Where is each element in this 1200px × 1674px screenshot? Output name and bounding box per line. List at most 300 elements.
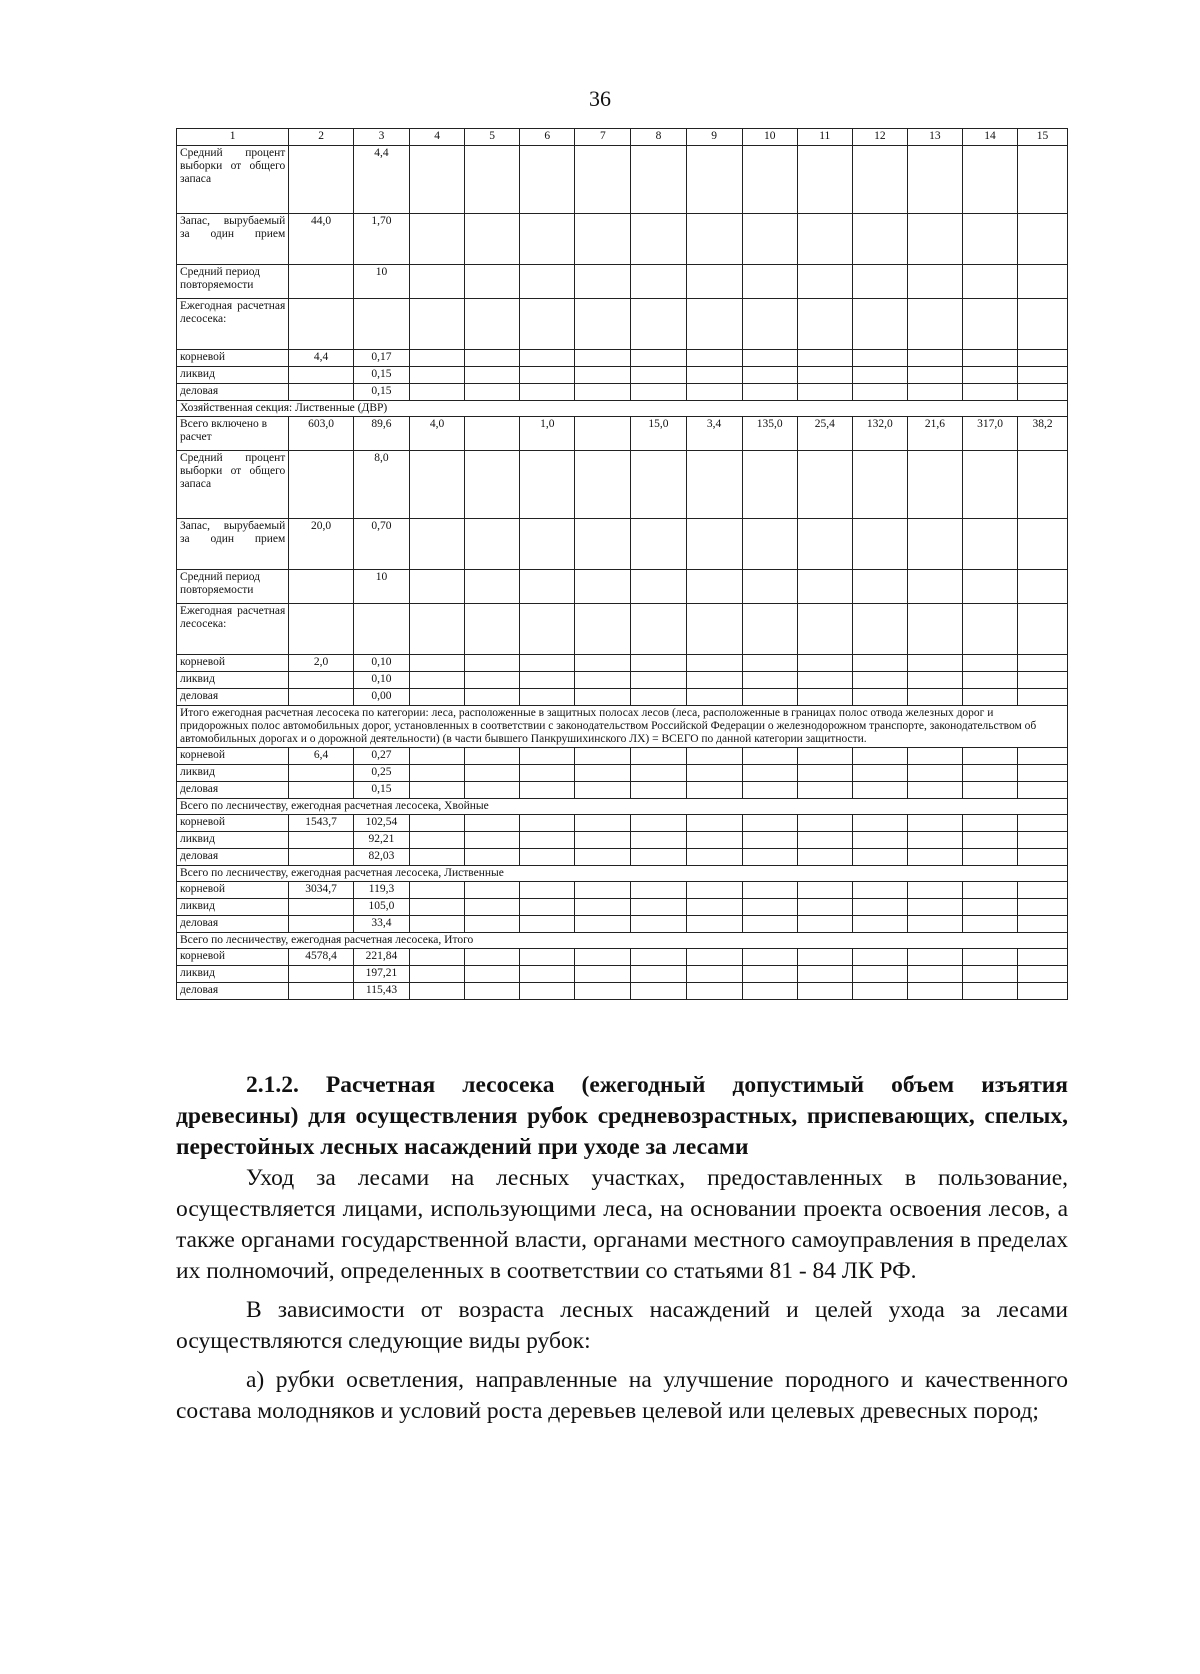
table-cell — [907, 916, 962, 933]
table-cell — [962, 782, 1017, 799]
table-cell — [686, 748, 742, 765]
row-label: корневой — [177, 655, 289, 672]
table-cell — [289, 299, 354, 350]
header-cell: 13 — [907, 129, 962, 146]
table-cell — [575, 765, 631, 782]
table-cell — [575, 265, 631, 299]
table-cell — [289, 146, 354, 214]
table-cell — [962, 882, 1017, 899]
table-row — [177, 350, 1068, 367]
table-cell — [907, 815, 962, 832]
table-cell — [410, 146, 465, 214]
table-cell — [852, 451, 907, 519]
table-cell — [520, 966, 575, 983]
table-cell — [1018, 570, 1068, 604]
table-cell — [410, 949, 465, 966]
table-cell — [575, 672, 631, 689]
table-row — [177, 949, 1068, 966]
table-cell — [465, 832, 520, 849]
table-cell — [852, 384, 907, 401]
table-row — [177, 815, 1068, 832]
table-cell — [907, 451, 962, 519]
table-cell — [631, 966, 686, 983]
table-cell — [631, 983, 686, 1000]
table-cell — [907, 832, 962, 849]
table-cell — [742, 815, 797, 832]
table-cell — [465, 916, 520, 933]
table-cell — [465, 765, 520, 782]
table-cell — [1018, 451, 1068, 519]
table-cell — [465, 299, 520, 350]
table-cell — [289, 983, 354, 1000]
table-cell: 115,43 — [353, 983, 409, 1000]
table-row — [177, 765, 1068, 782]
table-row — [177, 299, 1068, 350]
header-cell: 2 — [289, 129, 354, 146]
table-cell — [410, 765, 465, 782]
table-cell — [742, 299, 797, 350]
table-cell — [520, 949, 575, 966]
table-cell — [742, 983, 797, 1000]
table-cell — [742, 916, 797, 933]
table-cell: 0,15 — [353, 367, 409, 384]
table-cell — [962, 899, 1017, 916]
table-cell — [907, 519, 962, 570]
table-cell — [686, 689, 742, 706]
table-cell — [410, 832, 465, 849]
table-cell — [797, 832, 852, 849]
table-cell — [852, 765, 907, 782]
table-cell — [797, 655, 852, 672]
table-cell — [742, 451, 797, 519]
table-cell: 197,21 — [353, 966, 409, 983]
section-row — [177, 401, 1068, 417]
table-cell — [520, 350, 575, 367]
table-cell — [410, 815, 465, 832]
row-label: корневой — [177, 350, 289, 367]
table-cell — [1018, 146, 1068, 214]
table-cell — [410, 367, 465, 384]
table-cell — [962, 672, 1017, 689]
table-cell — [852, 832, 907, 849]
table-cell — [742, 570, 797, 604]
table-cell — [1018, 916, 1068, 933]
table-cell — [1018, 350, 1068, 367]
page-number: 36 — [589, 86, 611, 111]
table-cell: 0,25 — [353, 765, 409, 782]
table-cell: 2,0 — [289, 655, 354, 672]
table-cell — [520, 782, 575, 799]
table-cell — [742, 748, 797, 765]
table-cell — [962, 604, 1017, 655]
table-cell — [410, 384, 465, 401]
row-label: ликвид — [177, 367, 289, 384]
table-cell: 8,0 — [353, 451, 409, 519]
table-cell — [520, 570, 575, 604]
table-cell — [742, 966, 797, 983]
table-header-row — [177, 129, 1068, 146]
table-cell — [289, 570, 354, 604]
table-cell — [631, 899, 686, 916]
row-label: Средний период повторяемости — [177, 265, 289, 299]
table-cell — [520, 299, 575, 350]
row-label: деловая — [177, 384, 289, 401]
table-cell — [575, 214, 631, 265]
table-cell: 1,70 — [353, 214, 409, 265]
table-cell — [1018, 672, 1068, 689]
table-cell — [962, 966, 1017, 983]
table-cell — [575, 916, 631, 933]
table-cell — [907, 214, 962, 265]
paragraph: В зависимости от возраста лесных насаждений и целей ухода за лесами осуществляются следующие виды рубок: — [176, 1297, 1068, 1354]
table-cell — [962, 299, 1017, 350]
table-row — [177, 570, 1068, 604]
table-cell — [962, 748, 1017, 765]
row-label: Всего включено в расчет — [177, 417, 289, 451]
table-cell — [742, 519, 797, 570]
table-cell — [410, 519, 465, 570]
row-label: деловая — [177, 916, 289, 933]
table-cell — [742, 350, 797, 367]
table-cell: 603,0 — [289, 417, 354, 451]
table-cell — [962, 350, 1017, 367]
header-cell: 9 — [686, 129, 742, 146]
table-cell — [962, 214, 1017, 265]
table-cell — [907, 748, 962, 765]
table-cell — [742, 146, 797, 214]
table-cell — [907, 782, 962, 799]
table-cell — [797, 265, 852, 299]
table-row — [177, 832, 1068, 849]
table-cell — [852, 849, 907, 866]
table-cell — [962, 451, 1017, 519]
table-cell — [575, 882, 631, 899]
table-cell — [465, 815, 520, 832]
table-cell: 0,00 — [353, 689, 409, 706]
table-cell — [465, 350, 520, 367]
row-label: Запас, вырубаемый за один прием — [177, 519, 289, 570]
table-cell: 221,84 — [353, 949, 409, 966]
table-cell — [575, 451, 631, 519]
section-row — [177, 799, 1068, 815]
table-row — [177, 849, 1068, 866]
table-row — [177, 604, 1068, 655]
table-row — [177, 899, 1068, 916]
table-cell — [575, 570, 631, 604]
table-cell — [410, 570, 465, 604]
table-cell — [520, 265, 575, 299]
table-cell — [852, 815, 907, 832]
table-cell — [410, 451, 465, 519]
row-label: ликвид — [177, 765, 289, 782]
header-cell: 4 — [410, 129, 465, 146]
table-cell — [410, 350, 465, 367]
table-cell: 3034,7 — [289, 882, 354, 899]
table-cell — [410, 299, 465, 350]
table-cell — [289, 899, 354, 916]
table-cell — [686, 882, 742, 899]
table-cell: 10 — [353, 570, 409, 604]
table-cell: 1543,7 — [289, 815, 354, 832]
table-cell — [465, 265, 520, 299]
table-cell — [465, 689, 520, 706]
table-cell — [797, 849, 852, 866]
table-cell — [289, 604, 354, 655]
table-cell — [465, 949, 520, 966]
table-cell — [520, 689, 575, 706]
table-cell — [1018, 519, 1068, 570]
table-cell — [631, 570, 686, 604]
table-cell — [852, 519, 907, 570]
table-cell — [631, 146, 686, 214]
table-cell — [353, 604, 409, 655]
table-cell — [575, 384, 631, 401]
header-cell: 7 — [575, 129, 631, 146]
table-cell — [520, 849, 575, 866]
table-cell — [742, 899, 797, 916]
table-cell: 135,0 — [742, 417, 797, 451]
table-cell — [465, 748, 520, 765]
table-cell — [1018, 384, 1068, 401]
table-cell — [520, 146, 575, 214]
table-cell — [686, 367, 742, 384]
table-row — [177, 451, 1068, 519]
table-cell — [631, 882, 686, 899]
row-label: корневой — [177, 949, 289, 966]
table-cell — [686, 350, 742, 367]
table-cell — [520, 519, 575, 570]
table-cell — [797, 672, 852, 689]
table-cell — [907, 899, 962, 916]
table-cell — [742, 832, 797, 849]
table-cell — [631, 350, 686, 367]
table-cell: 89,6 — [353, 417, 409, 451]
table-cell — [797, 949, 852, 966]
table-cell — [962, 570, 1017, 604]
table-cell — [1018, 782, 1068, 799]
table-cell — [907, 765, 962, 782]
header-cell: 6 — [520, 129, 575, 146]
table-cell — [520, 765, 575, 782]
table-cell — [575, 350, 631, 367]
table-cell — [742, 604, 797, 655]
table-cell — [289, 367, 354, 384]
table-cell — [797, 966, 852, 983]
table-cell — [797, 604, 852, 655]
header-cell: 15 — [1018, 129, 1068, 146]
table-cell: 4,4 — [353, 146, 409, 214]
section-row — [177, 933, 1068, 949]
table-cell — [686, 983, 742, 1000]
table-cell — [742, 384, 797, 401]
table-cell: 44,0 — [289, 214, 354, 265]
table-cell — [797, 146, 852, 214]
table-cell — [1018, 367, 1068, 384]
table-cell — [1018, 748, 1068, 765]
table-cell — [852, 949, 907, 966]
table-cell — [907, 689, 962, 706]
table-cell — [575, 949, 631, 966]
table-cell — [852, 299, 907, 350]
table-cell — [631, 832, 686, 849]
table-cell — [962, 367, 1017, 384]
table-cell — [686, 949, 742, 966]
table-cell — [852, 916, 907, 933]
table-cell — [686, 570, 742, 604]
table-cell — [742, 765, 797, 782]
table-cell — [797, 384, 852, 401]
table-cell — [852, 882, 907, 899]
table-cell — [1018, 882, 1068, 899]
table-cell: 317,0 — [962, 417, 1017, 451]
table-cell: 119,3 — [353, 882, 409, 899]
table-cell — [852, 655, 907, 672]
table-cell — [289, 916, 354, 933]
table-cell — [852, 570, 907, 604]
table-cell — [852, 265, 907, 299]
table-cell — [520, 899, 575, 916]
table-cell — [1018, 966, 1068, 983]
section-row-text: Всего по лесничеству, ежегодная расчетная лесосека, Итого — [177, 933, 1068, 949]
table-cell — [686, 765, 742, 782]
table-cell — [575, 849, 631, 866]
table-row — [177, 689, 1068, 706]
row-label: корневой — [177, 748, 289, 765]
table-cell — [686, 451, 742, 519]
table-cell — [575, 604, 631, 655]
table-cell — [742, 367, 797, 384]
table-cell — [962, 384, 1017, 401]
table-cell — [852, 689, 907, 706]
table-cell — [852, 214, 907, 265]
table-cell — [742, 782, 797, 799]
table-cell — [410, 672, 465, 689]
table-cell — [907, 350, 962, 367]
section-row-text: Всего по лесничеству, ежегодная расчетная лесосека, Хвойные — [177, 799, 1068, 815]
table-cell — [686, 146, 742, 214]
table-cell — [465, 882, 520, 899]
table-cell — [465, 570, 520, 604]
table-cell — [520, 882, 575, 899]
table-cell — [797, 519, 852, 570]
section-row — [177, 706, 1068, 748]
section-row — [177, 866, 1068, 882]
table-cell: 0,10 — [353, 655, 409, 672]
table-cell — [1018, 949, 1068, 966]
table-cell — [797, 916, 852, 933]
table-cell — [289, 265, 354, 299]
table-cell — [742, 689, 797, 706]
table-cell: 0,10 — [353, 672, 409, 689]
table-cell — [852, 350, 907, 367]
table-cell — [686, 265, 742, 299]
table-cell — [907, 949, 962, 966]
table-cell — [465, 899, 520, 916]
table-cell — [907, 604, 962, 655]
table-cell — [797, 350, 852, 367]
table-cell: 0,15 — [353, 384, 409, 401]
table-cell — [852, 748, 907, 765]
table-cell: 6,4 — [289, 748, 354, 765]
table-cell — [520, 748, 575, 765]
table-cell — [465, 417, 520, 451]
table-cell — [686, 604, 742, 655]
table-cell — [852, 782, 907, 799]
header-cell: 3 — [353, 129, 409, 146]
table-cell — [962, 146, 1017, 214]
table-row — [177, 782, 1068, 799]
table-cell — [962, 265, 1017, 299]
table-cell — [1018, 265, 1068, 299]
table-cell — [962, 815, 1017, 832]
table-cell — [852, 367, 907, 384]
table-cell — [686, 832, 742, 849]
table-cell — [465, 146, 520, 214]
table-cell — [1018, 849, 1068, 866]
table-cell — [742, 655, 797, 672]
table-cell: 0,70 — [353, 519, 409, 570]
table-cell — [575, 519, 631, 570]
table-row — [177, 983, 1068, 1000]
row-label: Ежегодная расчетная лесосека: — [177, 604, 289, 655]
table-cell — [1018, 899, 1068, 916]
row-label: деловая — [177, 782, 289, 799]
table-cell — [575, 146, 631, 214]
table-row — [177, 384, 1068, 401]
table-cell — [797, 815, 852, 832]
table-cell — [686, 672, 742, 689]
table-cell — [289, 689, 354, 706]
table-cell — [410, 916, 465, 933]
table-cell — [575, 815, 631, 832]
table-cell — [907, 655, 962, 672]
header-cell: 1 — [177, 129, 289, 146]
table-cell — [631, 265, 686, 299]
table-cell — [465, 782, 520, 799]
table-cell — [465, 849, 520, 866]
table-row — [177, 966, 1068, 983]
table-cell — [520, 384, 575, 401]
table-cell — [520, 367, 575, 384]
table-cell — [631, 214, 686, 265]
table-body — [177, 129, 1068, 1000]
table-cell — [907, 146, 962, 214]
table-cell: 25,4 — [797, 417, 852, 451]
table-cell — [520, 815, 575, 832]
table-cell — [575, 655, 631, 672]
table-cell — [575, 689, 631, 706]
table-cell — [289, 451, 354, 519]
table-cell — [465, 367, 520, 384]
table-cell — [962, 949, 1017, 966]
table-row — [177, 748, 1068, 765]
table-cell: 92,21 — [353, 832, 409, 849]
table-cell — [962, 765, 1017, 782]
table-cell: 0,27 — [353, 748, 409, 765]
table-cell — [289, 849, 354, 866]
table-cell — [631, 299, 686, 350]
table-cell — [410, 849, 465, 866]
table-cell — [907, 966, 962, 983]
table-cell — [289, 832, 354, 849]
table-cell — [520, 214, 575, 265]
table-cell: 10 — [353, 265, 409, 299]
section-2-1-2 — [176, 1070, 1068, 1427]
table-cell — [1018, 832, 1068, 849]
table-cell — [465, 604, 520, 655]
header-cell: 10 — [742, 129, 797, 146]
table-cell — [410, 882, 465, 899]
